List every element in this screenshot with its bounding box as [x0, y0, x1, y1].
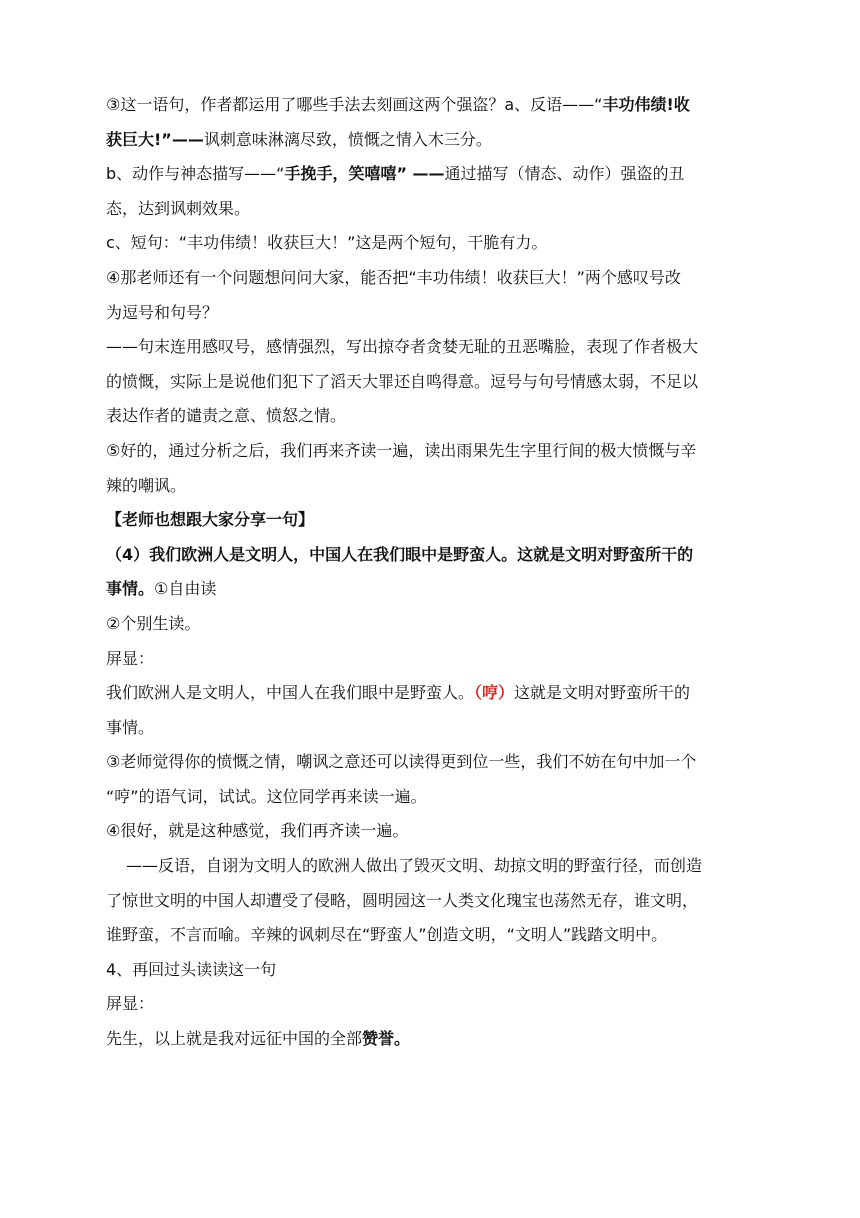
screen-display-label: 屏显：: [106, 648, 155, 668]
bold-text: 丰功伟绩!收: [602, 95, 690, 114]
paragraph-line: [106, 157, 756, 192]
text-run: 通过描写（情态、动作）强盗的丑: [444, 164, 685, 184]
bold-text: 手挽手，笑嘻嘻” ——: [284, 164, 445, 184]
paragraph-line: ③老师觉得你的愤慨之情，嘲讽之意还可以读得更到位一些，我们不妨在句中加一个: [106, 752, 697, 772]
paragraph-line: 辣的嘲讽。: [106, 475, 187, 495]
text-run: ③这一语句，作者都运用了哪些手法去刻画这两个强盗？a、反语——“: [106, 95, 603, 114]
quote-sentence: （4）我们欧洲人是文明人，中国人在我们眼中是野蛮人。这就是文明对野蛮所干的: [106, 544, 694, 564]
paragraph-line: “哼”的语气词，试试。这位同学再来读一遍。: [106, 786, 427, 806]
paragraph-line: 了惊世文明的中国人却遭受了侵略，圆明园这一人类文化瑰宝也荡然无存，谁文明，: [106, 890, 699, 910]
paragraph-line: 谁野蛮，不言而喻。辛辣的讽刺尽在“野蛮人”创造文明，“文明人”践踏文明中。: [106, 925, 668, 945]
paragraph-line: 的愤慨，实际上是说他们犯下了滔天大罪还自鸣得意。逗号与句号情感太弱，不足以: [106, 371, 699, 391]
paragraph-line: 态，达到讽刺效果。: [106, 198, 251, 218]
paragraph-line: ——句末连用感叹号，感情强烈，写出掠夺者贪婪无耻的丑恶嘴脸，表现了作者极大: [106, 337, 699, 357]
bold-text: 赞誉。: [362, 1029, 411, 1049]
paragraph-line: [106, 88, 756, 123]
paragraph-line: ②个别生读。: [106, 613, 201, 633]
text-run: 我们欧洲人是文明人，中国人在我们眼中是野蛮人。: [106, 683, 475, 703]
paragraph-line: 事情。: [106, 717, 155, 737]
paragraph-line: [106, 676, 756, 711]
paragraph-line: [106, 1022, 756, 1057]
paragraph-line: ④那老师还有一个问题想问问大家，能否把“丰功伟绩！收获巨大！”两个感叹号改: [106, 267, 681, 287]
paragraph-line: [106, 572, 756, 607]
text-run: 这就是文明对野蛮所干的: [514, 683, 691, 703]
paragraph-line: ——反语，自诩为文明人的欧洲人做出了毁灭文明、劫掠文明的野蛮行径，而创造: [126, 856, 703, 876]
paragraph-line: 表达作者的谴责之意、愤怒之情。: [106, 406, 347, 426]
section-heading: 【老师也想跟大家分享一句】: [106, 510, 315, 530]
paragraph-line: 4、再回过头读读这一句: [106, 959, 277, 979]
text-run: 讽刺意味淋漓尽致，愤慨之情入木三分。: [203, 129, 492, 149]
paragraph-line: c、短句：“丰功伟绩！收获巨大！”这是两个短句，干脆有力。: [106, 233, 548, 253]
bold-text: 获巨大!”——: [106, 129, 204, 149]
bold-text: 事情。: [106, 579, 155, 599]
paragraph-line: ④很好，就是这种感觉，我们再齐读一遍。: [106, 821, 409, 841]
highlight-text: （哼）: [474, 683, 515, 703]
text-run: 先生，以上就是我对远征中国的全部: [106, 1029, 363, 1049]
paragraph-line: [106, 123, 756, 158]
text-run: b、动作与神态描写——“: [106, 164, 285, 184]
screen-display-label: 屏显：: [106, 994, 155, 1014]
paragraph-line: 为逗号和句号？: [106, 302, 219, 322]
paragraph-line: ⑤好的，通过分析之后，我们再来齐读一遍，读出雨果先生字里行间的极大愤慨与辛: [106, 440, 697, 460]
text-run: ①自由读: [154, 579, 217, 599]
